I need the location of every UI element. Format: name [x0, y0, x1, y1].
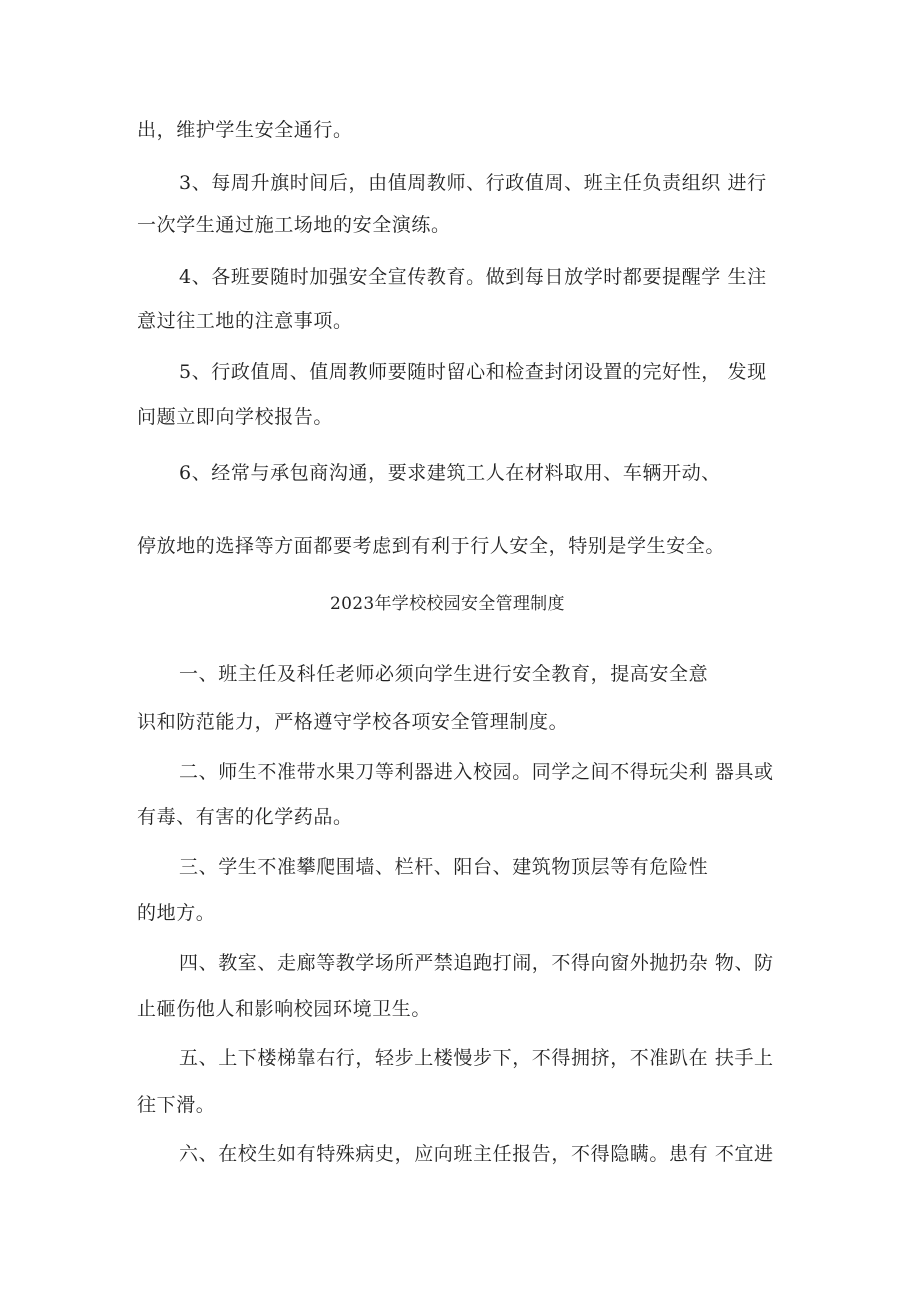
rule-line: 往下滑。 — [137, 1094, 216, 1116]
rule-line: 有毒、有害的化学药品。 — [137, 806, 353, 828]
text-line: 6、经常与承包商沟通，要求建筑工人在材料取用、车辆开动、 — [179, 462, 721, 484]
text-line: 5、行政值周、值周教师要随时留心和检查封闭设置的完好性， 发现 — [179, 361, 767, 383]
rule-line: 的地方。 — [137, 902, 216, 924]
text-line: 4、各班要随时加强安全宣传教育。做到每日放学时都要提醒学 生注 — [179, 266, 767, 288]
text-line: 意过往工地的注意事项。 — [137, 310, 353, 332]
text-line: 3、每周升旗时间后，由值周教师、行政值周、班主任负责组织 进行 — [179, 172, 767, 194]
rule-line: 五、上下楼梯靠右行，轻步上楼慢步下，不得拥挤，不准趴在 扶手上 — [179, 1047, 774, 1069]
rule-line: 止砸伤他人和影响校园环境卫生。 — [137, 998, 432, 1020]
text-line: 问题立即向学校报告。 — [137, 406, 334, 428]
text-line: 出，维护学生安全通行。 — [137, 119, 353, 141]
text-line: 停放地的选择等方面都要考虑到有利于行人安全，特别是学生安全。 — [137, 535, 726, 557]
rule-line: 二、师生不准带水果刀等利器进入校园。同学之间不得玩尖利 器具或 — [179, 761, 774, 783]
text-line: 一次学生通过施工场地的安全演练。 — [137, 214, 451, 236]
rule-line: 识和防范能力，严格遵守学校各项安全管理制度。 — [137, 711, 569, 733]
rule-line: 四、教室、走廊等教学场所严禁追跑打闹，不得向窗外抛扔杂 物、防 — [179, 952, 774, 974]
rule-line: 三、学生不准攀爬围墙、栏杆、阳台、建筑物顶层等有危险性 — [179, 856, 709, 878]
rule-line: 一、班主任及科任老师必须向学生进行安全教育，提高安全意 — [179, 663, 709, 685]
rule-line: 六、在校生如有特殊病史，应向班主任报告，不得隐瞒。患有 不宜进 — [179, 1143, 774, 1165]
section-title: 2023年学校校园安全管理制度 — [330, 594, 565, 614]
